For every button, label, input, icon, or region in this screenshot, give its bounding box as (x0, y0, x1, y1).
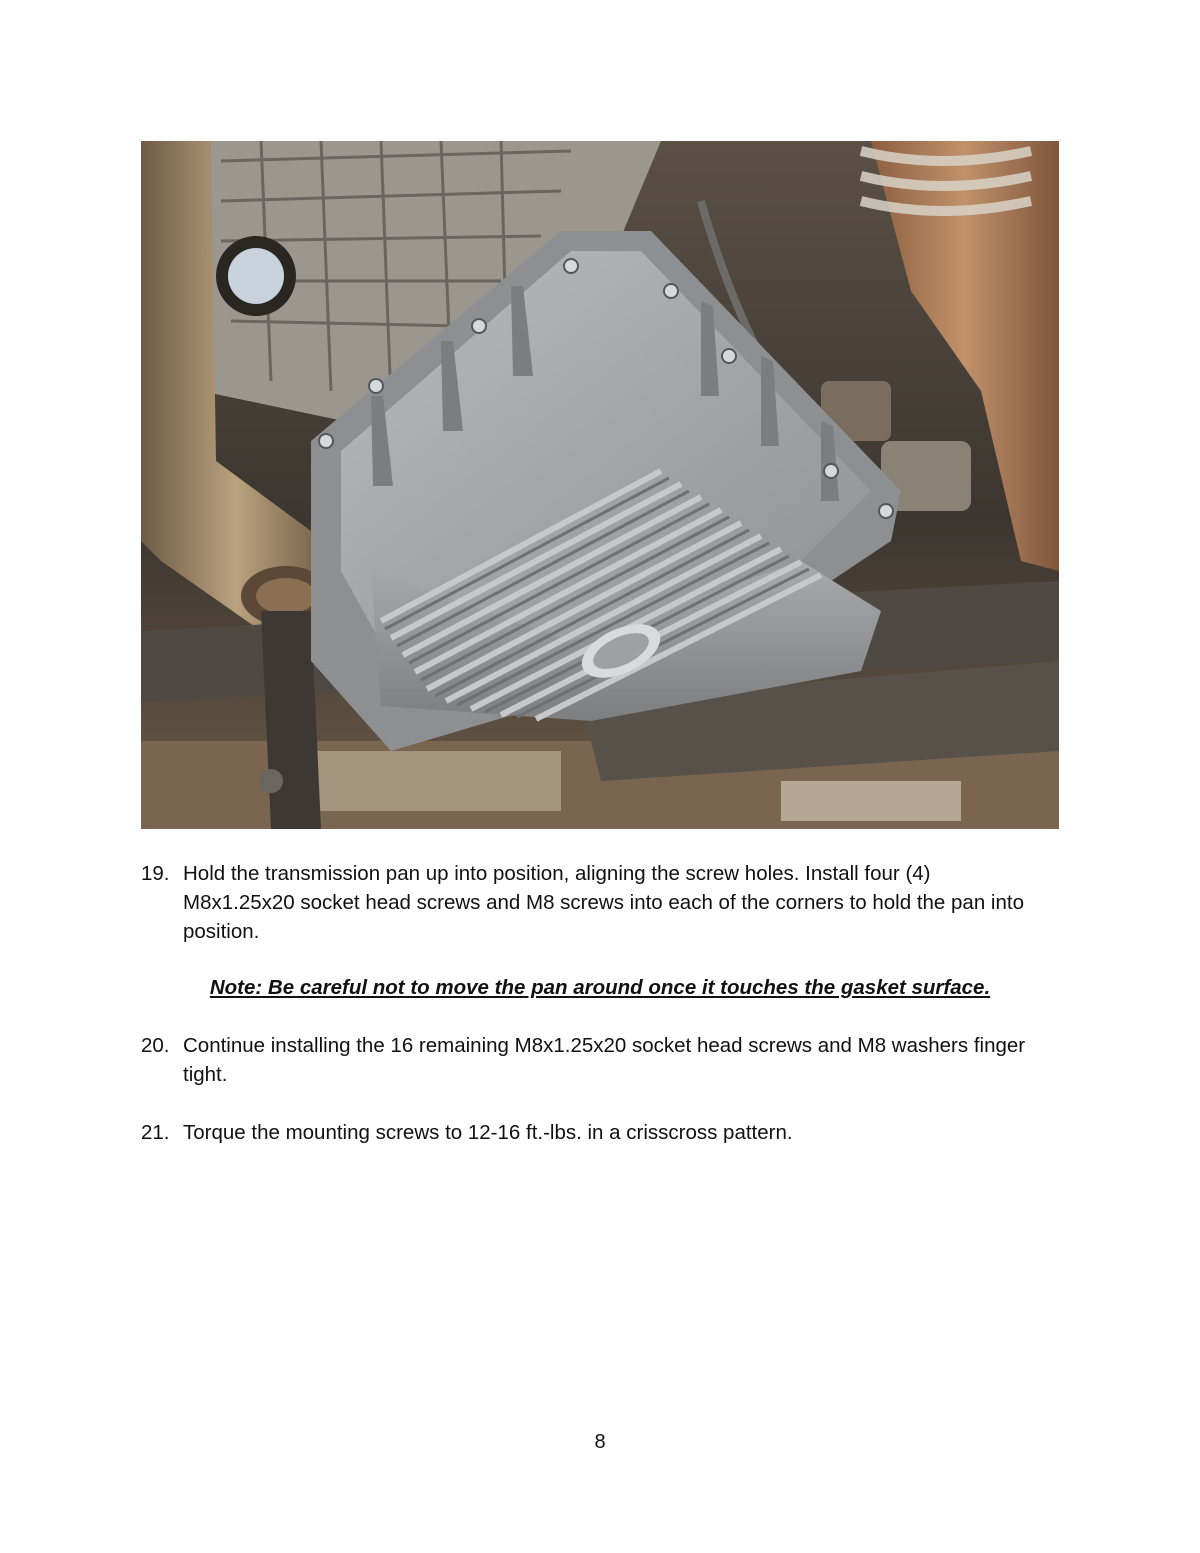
page-number: 8 (594, 1431, 606, 1453)
step-text: Continue installing the 16 remaining M8x1.25x20 socket head screws and M8 washers finger tight. (183, 1034, 1026, 1086)
caution-note: Note: Be careful not to move the pan around once it touches the gasket surface. (209, 976, 991, 999)
step-number: 20. (141, 1034, 170, 1057)
step-text: Torque the mounting screws to 12-16 ft.-lbs. in a crisscross pattern. (183, 1121, 793, 1144)
step-20 (141, 1031, 1041, 1089)
step-number: 21. (141, 1121, 170, 1144)
transmission-pan-photo (141, 141, 1059, 829)
step-21 (141, 1118, 1041, 1147)
step-19 (141, 859, 1041, 946)
step-number: 19. (141, 862, 170, 885)
step-text: Hold the transmission pan up into position, aligning the screw holes. Install four (4) M8x1.25x20 socket head screws and M8 screws into each of the corners to hold the pan into position. (183, 862, 1024, 943)
photo-illustration (141, 141, 1059, 829)
